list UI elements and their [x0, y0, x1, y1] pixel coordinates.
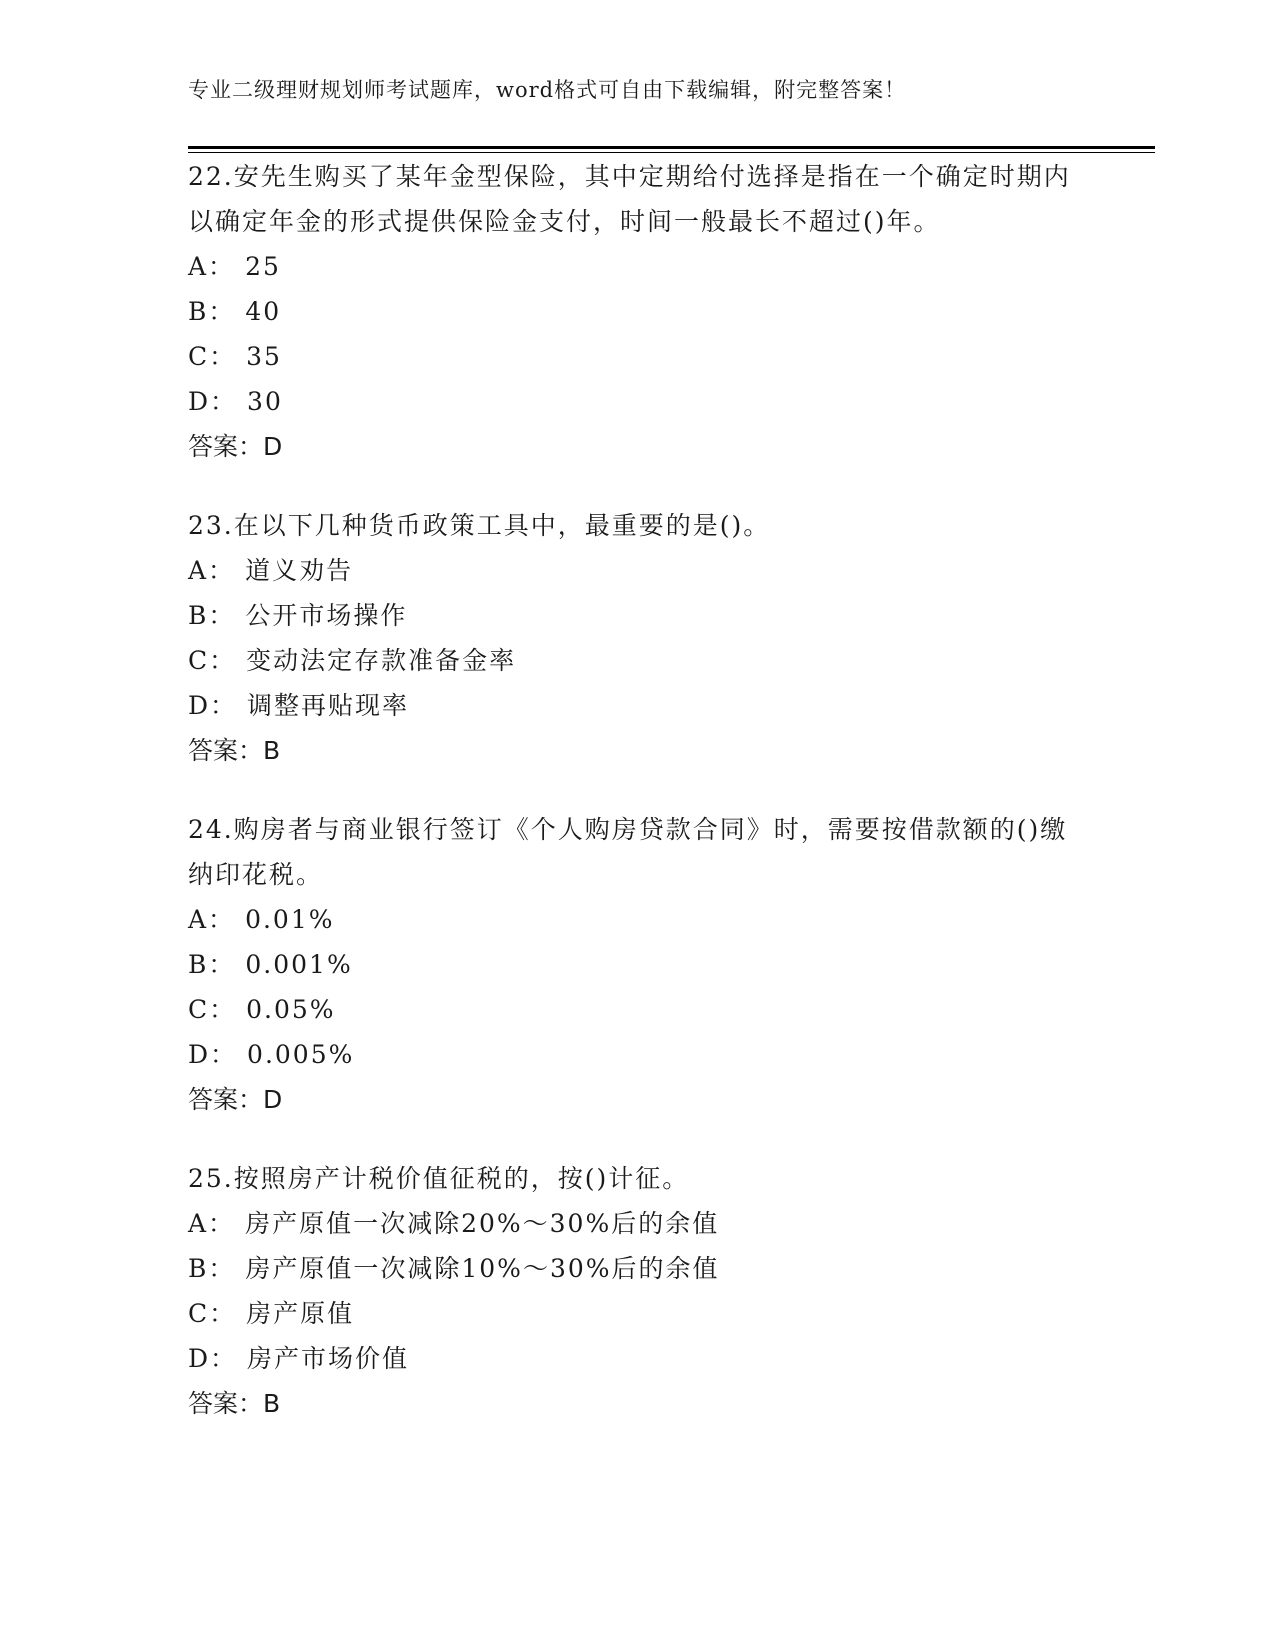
question-text: 25.按照房产计税价值征税的，按()计征。: [188, 1164, 690, 1193]
option-value: 30: [247, 387, 283, 416]
option-value: 房产原值: [246, 1299, 355, 1328]
option-label: A：: [188, 1209, 236, 1238]
option-label: A：: [188, 252, 236, 281]
option-a: [188, 897, 1088, 942]
option-value: 房产原值一次减除20%～30%后的余值: [245, 1209, 720, 1238]
answer: 答案：B: [188, 736, 281, 765]
header-rule-thick: [188, 146, 1155, 149]
question-list: [188, 154, 1088, 1460]
option-c: [188, 638, 1088, 683]
option-a: [188, 1201, 1088, 1246]
option-value: 公开市场操作: [245, 601, 408, 630]
question-text: 24.购房者与商业银行签订《个人购房贷款合同》时，需要按借款额的()缴纳印花税。: [188, 815, 1068, 889]
option-label: D：: [188, 387, 238, 416]
option-label: D：: [188, 691, 238, 720]
answer: 答案：D: [188, 1085, 283, 1114]
option-d: [188, 1336, 1088, 1381]
option-b: [188, 593, 1088, 638]
option-c: [188, 334, 1088, 379]
option-value: 房产市场价值: [247, 1344, 410, 1373]
option-value: 调整再贴现率: [247, 691, 410, 720]
option-value: 0.001%: [245, 950, 353, 979]
option-d: [188, 1032, 1088, 1077]
option-value: 变动法定存款准备金率: [246, 646, 517, 675]
option-a: [188, 244, 1088, 289]
question-text: 22.安先生购买了某年金型保险，其中定期给付选择是指在一个确定时期内以确定年金的形式提供保险金支付，时间一般最长不超过()年。: [188, 162, 1071, 236]
option-value: 0.005%: [247, 1040, 355, 1069]
option-label: C：: [188, 995, 237, 1024]
option-value: 25: [245, 252, 281, 281]
option-label: C：: [188, 342, 237, 371]
option-value: 0.01%: [245, 905, 335, 934]
option-value: 35: [246, 342, 282, 371]
option-label: D：: [188, 1040, 238, 1069]
page-header: 专业二级理财规划师考试题库，word格式可自由下载编辑，附完整答案！: [188, 78, 907, 102]
option-c: [188, 1291, 1088, 1336]
option-a: [188, 548, 1088, 593]
question-text: 23.在以下几种货币政策工具中，最重要的是()。: [188, 511, 771, 540]
option-b: [188, 289, 1088, 334]
option-label: C：: [188, 646, 237, 675]
question-24: [188, 807, 1088, 1122]
option-value: 40: [245, 297, 282, 326]
question-23: [188, 503, 1088, 773]
answer: 答案：D: [188, 432, 283, 461]
option-label: B：: [188, 950, 236, 979]
option-b: [188, 942, 1088, 987]
header-rule-thin: [188, 152, 1155, 153]
answer: 答案：B: [188, 1389, 281, 1418]
question-22: [188, 154, 1088, 469]
question-25: [188, 1156, 1088, 1426]
option-label: B：: [188, 297, 236, 326]
option-value: 房产原值一次减除10%～30%后的余值: [245, 1254, 720, 1283]
option-c: [188, 987, 1088, 1032]
option-label: A：: [188, 905, 236, 934]
option-label: C：: [188, 1299, 237, 1328]
option-value: 道义劝告: [245, 556, 354, 585]
option-label: D：: [188, 1344, 238, 1373]
option-label: B：: [188, 601, 236, 630]
option-b: [188, 1246, 1088, 1291]
option-d: [188, 379, 1088, 424]
option-label: A：: [188, 556, 236, 585]
option-d: [188, 683, 1088, 728]
option-label: B：: [188, 1254, 236, 1283]
option-value: 0.05%: [246, 995, 336, 1024]
